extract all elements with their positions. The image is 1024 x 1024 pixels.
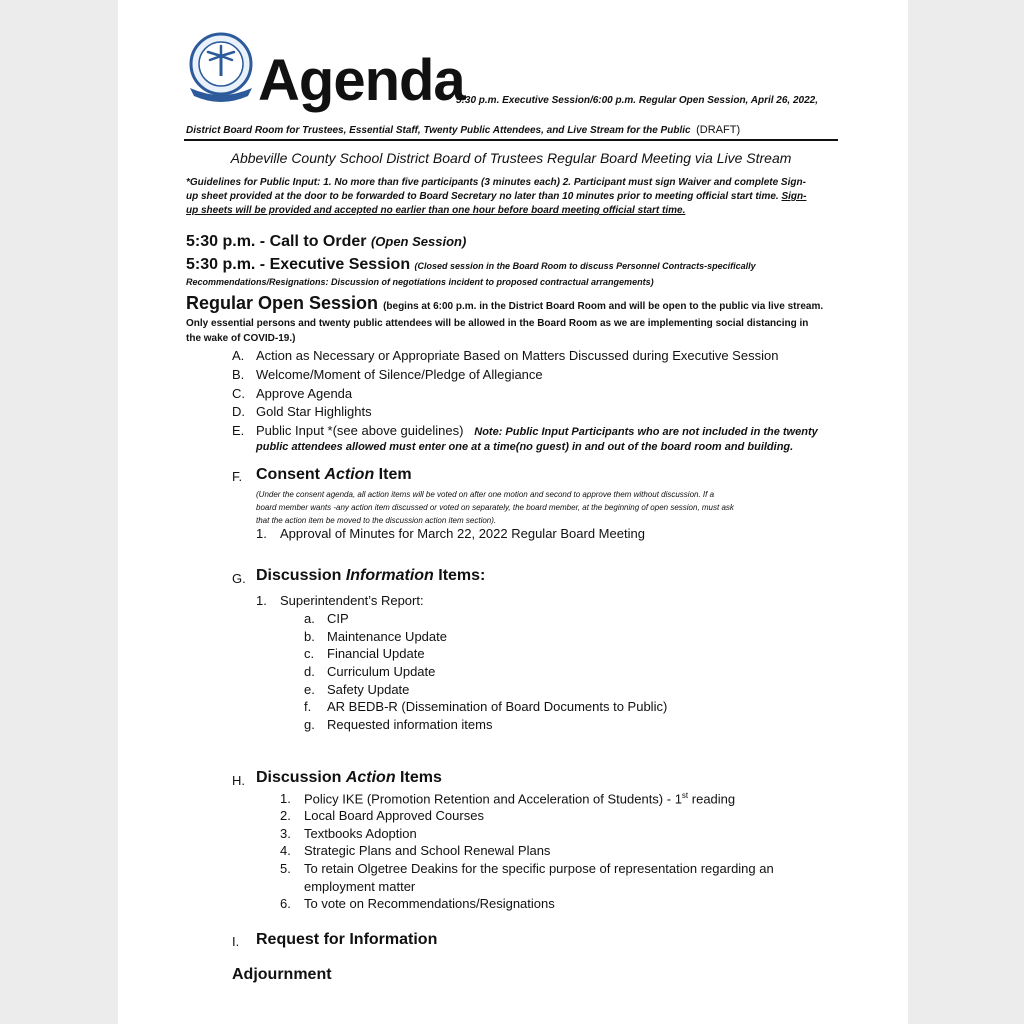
- policy-ike-item: Policy IKE (Promotion Retention and Acceleration of Students) - 1st reading: [304, 791, 736, 807]
- list-number: 4.: [280, 843, 291, 858]
- report-item-financial: Financial Update: [327, 646, 425, 661]
- item-e-note: public attendees allowed must enter one at a time(no guest) in and out of the board room and building.: [256, 441, 794, 453]
- regular-session-note: Only essential persons and twenty public attendees will be allowed in the Board Room as we are implementing social distancing in the wake of COVID-19.): [186, 318, 809, 344]
- list-number: 1.: [280, 791, 291, 806]
- item-letter: A.: [232, 348, 245, 363]
- approved-courses-item: Local Board Approved Courses: [304, 808, 484, 823]
- agenda-title: Agenda: [258, 48, 465, 113]
- district-seal-logo: [188, 28, 254, 108]
- call-to-order-heading: 5:30 p.m. - Call to Order (Open Session): [186, 233, 467, 250]
- list-number: 1.: [256, 593, 267, 608]
- list-number: 6.: [280, 896, 291, 911]
- report-item-ar-bedb-r: AR BEDB-R (Dissemination of Board Documents to Public): [327, 699, 668, 714]
- sub-letter: g.: [304, 717, 315, 732]
- agenda-page: [118, 0, 908, 1024]
- recommendations-vote-item: To vote on Recommendations/Resignations: [304, 896, 555, 911]
- meeting-title: Abbeville County School District Board of Trustees Regular Board Meeting via Live Stream: [230, 150, 792, 166]
- section-letter: F.: [232, 469, 243, 484]
- sub-letter: f.: [304, 699, 312, 714]
- list-number: 3.: [280, 826, 291, 841]
- list-number: 5.: [280, 861, 291, 876]
- section-letter: I.: [232, 934, 240, 949]
- header-divider: [184, 139, 838, 141]
- sub-letter: e.: [304, 682, 315, 697]
- discussion-action-heading: Discussion Action Items: [256, 769, 442, 786]
- consent-agenda-description: (Under the consent agenda, all action items will be voted on after one motion and second to approve them without discussion. If a board member wants -any action item discussed or voted on separately, the board member, at the beginning of open session, must ask that the action item be moved to the discussion action item section).: [256, 490, 734, 525]
- adjournment-heading: Adjournment: [232, 966, 332, 983]
- executive-session-heading: 5:30 p.m. - Executive Session (Closed session in the Board Room to discuss Personnel Contracts-specifically: [186, 256, 756, 273]
- sub-letter: d.: [304, 664, 315, 679]
- request-information-heading: Request for Information: [256, 931, 438, 948]
- report-item-curriculum: Curriculum Update: [327, 664, 436, 679]
- item-letter: C.: [232, 386, 245, 401]
- report-item-cip: CIP: [327, 611, 349, 626]
- strategic-plans-item: Strategic Plans and School Renewal Plans: [304, 843, 551, 858]
- consent-action-heading: Consent Action Item: [256, 466, 412, 483]
- discussion-information-heading: Discussion Information Items:: [256, 567, 486, 584]
- item-a: Action as Necessary or Appropriate Based on Matters Discussed during Executive Session: [256, 348, 779, 363]
- meeting-time-subtitle: 5:30 p.m. Executive Session/6:00 p.m. Regular Open Session, April 26, 2022,: [456, 95, 818, 106]
- meeting-location-subtitle: District Board Room for Trustees, Essential Staff, Twenty Public Attendees, and Live Stream for the Public (DRAFT): [186, 124, 741, 136]
- report-item-safety: Safety Update: [327, 682, 410, 697]
- section-letter: H.: [232, 773, 245, 788]
- retain-counsel-item: To retain Olgetree Deakins for the specific purpose of representation regarding an: [304, 861, 774, 876]
- retain-counsel-item-continued: employment matter: [304, 879, 416, 894]
- executive-session-note: Recommendations/Resignations: Discussion of negotiations incident to proposed contractual arrangements): [186, 277, 654, 287]
- sub-letter: a.: [304, 611, 315, 626]
- item-e: Public Input *(see above guidelines) Note: Public Input Participants who are not included in the twenty: [256, 423, 818, 438]
- item-d: Gold Star Highlights: [256, 404, 372, 419]
- regular-session-heading: Regular Open Session (begins at 6:00 p.m. in the District Board Room and will be open to the public via live stream.: [186, 293, 824, 313]
- sub-letter: c.: [304, 646, 315, 661]
- item-letter: E.: [232, 423, 245, 438]
- list-number: 1.: [256, 526, 267, 541]
- sub-letter: b.: [304, 629, 315, 644]
- list-number: 2.: [280, 808, 291, 823]
- report-item-requested-info: Requested information items: [327, 717, 493, 732]
- report-item-maintenance: Maintenance Update: [327, 629, 447, 644]
- superintendent-report: Superintendent’s Report:: [280, 593, 424, 608]
- textbooks-item: Textbooks Adoption: [304, 826, 417, 841]
- item-c: Approve Agenda: [256, 386, 353, 401]
- item-b: Welcome/Moment of Silence/Pledge of Allegiance: [256, 367, 543, 382]
- draft-label: (DRAFT): [696, 124, 741, 136]
- item-letter: B.: [232, 367, 245, 382]
- section-letter: G.: [232, 571, 246, 586]
- public-input-guidelines: *Guidelines for Public Input: 1. No more than five participants (3 minutes each) 2. Participant must sign Waiver and complete Sign- up sheet provided at the door to be forwarded to Board Secretary no later than 10 minutes prior to meeting official start time. Sign- up sheets will be provided and accepted no earlier than one hour before board meeting official start time.: [186, 177, 807, 216]
- item-letter: D.: [232, 404, 245, 419]
- minutes-approval-item: Approval of Minutes for March 22, 2022 Regular Board Meeting: [280, 526, 645, 541]
